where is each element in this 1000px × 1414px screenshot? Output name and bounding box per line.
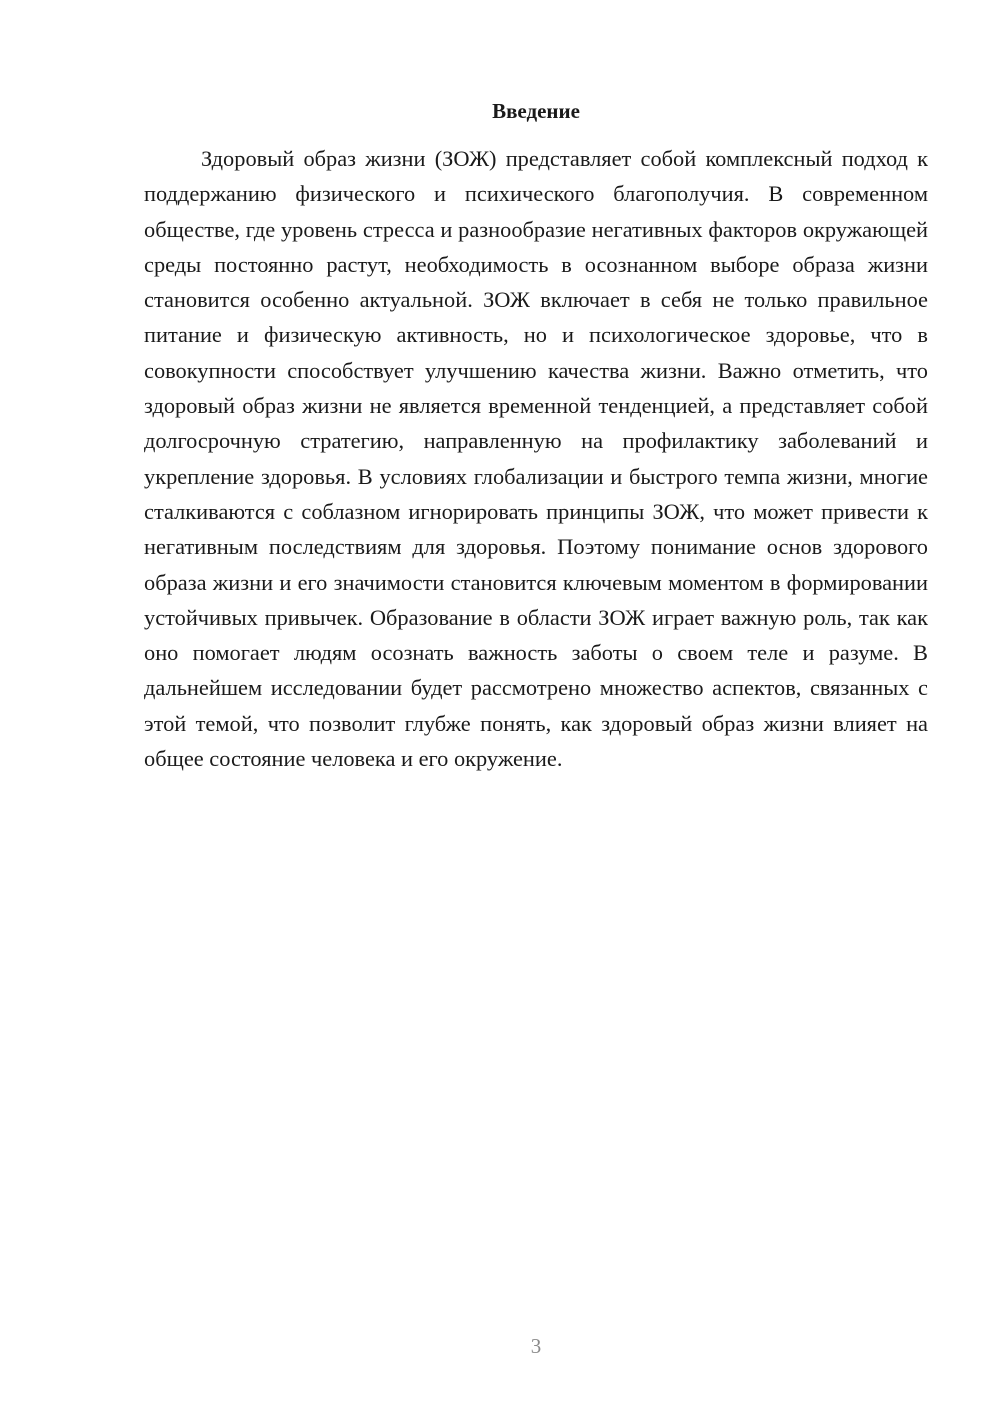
section-title: Введение [492,99,580,123]
page-number: 3 [530,1334,542,1358]
body-paragraph: Здоровый образ жизни (ЗОЖ) представляет собой комплексный подход к поддержанию физического и психического благополучия. В современном обществе, где уровень стресса и разнообразие негативных факторов окружающей среды постоянно растут, необходимость в осознанном выборе образа жизни становится особенно актуальной. ЗОЖ включает в себя не только правильное питание и физическую активность, но и психологическое здоровье, что в совокупности способствует улучшению качества жизни. Важно отметить, что здоровый образ жизни не является временной тенденцией, а представляет собой долгосрочную стратегию, направленную на профилактику заболеваний и укрепление здоровья. В условиях глобализации и быстрого темпа жизни, многие сталкиваются с соблазном игнорировать принципы ЗОЖ, что может привести к негативным последствиям для здоровья. Поэтому понимание основ здорового образа жизни и его значимости становится ключевым моментом в формировании устойчивых привычек. Образование в области ЗОЖ играет важную роль, так как оно помогает людям осознать важность заботы о своем теле и разуме. В дальнейшем исследовании будет рассмотрено множество аспектов, связанных с этой темой, что позволит глубже понять, как здоровый образ жизни влияет на общее состояние человека и его окружение. [144,146,928,772]
